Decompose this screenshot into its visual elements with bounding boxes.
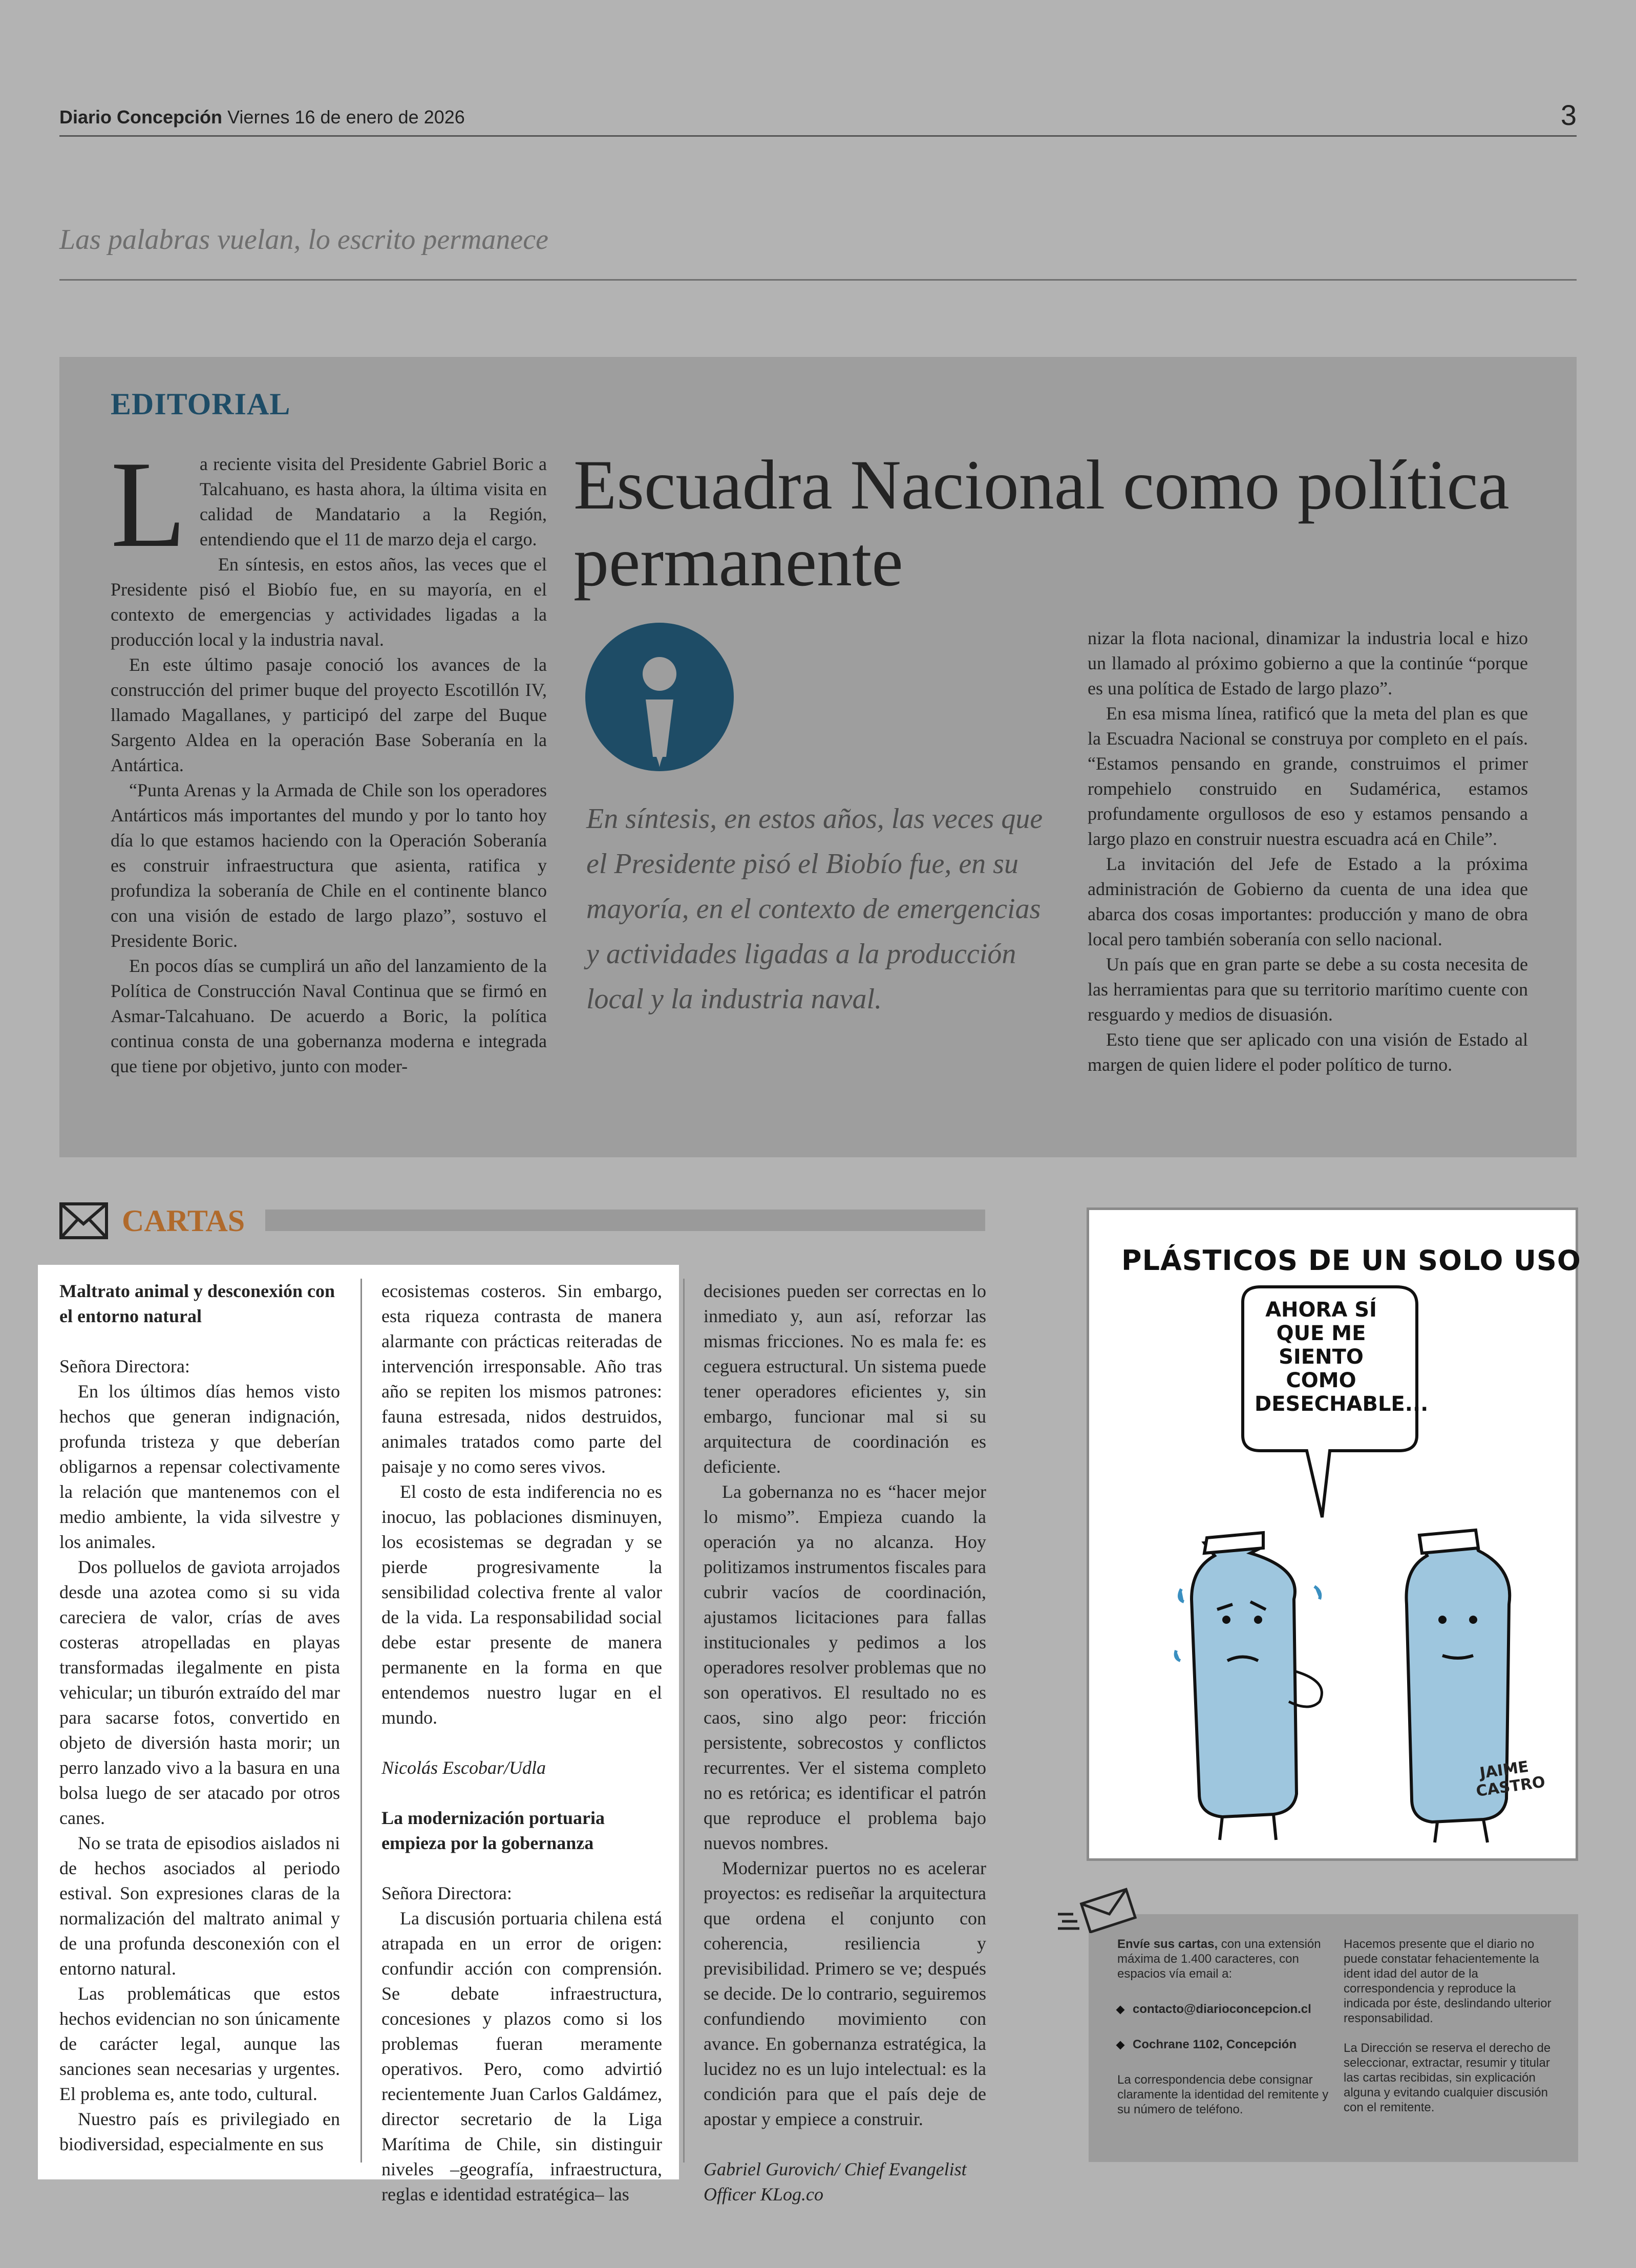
page-number: 3: [1560, 99, 1577, 131]
issue-date: Viernes 16 de enero de 2026: [227, 107, 465, 128]
correspondence-note: La correspondencia debe consignar claramente la identidad del remitente y su número de teléfono.: [1117, 2073, 1329, 2116]
editorial-paragraph: En síntesis, en estos años, las veces que el Presidente pisó el Biobío fue, en su mayoría, en el contexto de emergencias y actividades ligadas a la producción local y la industria naval.: [111, 554, 547, 650]
editorial-paragraph: En pocos días se cumplirá un año del lanzamiento de la Política de Construcción Naval Continua que se firmó en Asmar-Talcahuano. De acuerdo a Boric, la política continua consta de una gobernanza moderna e integrada que tiene por objetivo, junto con moder-: [111, 956, 547, 1076]
letter-paragraph: ecosistemas costeros. Sin embargo, esta riqueza contrasta de manera alarmante con prácticas reiteradas de intervención irresponsable. Año tras año se repiten los mismos patrones: fauna estresada, nidos destruidos, animales tratados como parte del paisaje y no como seres vivos.: [381, 1281, 662, 1477]
postal-address: Cochrane 1102, Concepción: [1133, 2038, 1297, 2051]
editorial-headline: Escuadra Nacional como política permanente: [573, 446, 1510, 601]
cartoon-signature: JAIME CASTRO: [1475, 1757, 1546, 1801]
letter-paragraph: La discusión portuaria chilena está atrapada en un error de origen: confundir acción con comprensión. Se debate infraestructura, concesiones y plazos como si los problemas fueran meramente operativos. Pero, como advirtió recientemente Juan Carlos Galdámez, director secretario de la Liga Marítima de Chile, sin distinguir niveles –geografía, infraestructura, reglas e identidad estratégica– las: [381, 1908, 662, 2205]
editorial-paragraph: nizar la flota nacional, dinamizar la industria local e hizo un llamado al próximo gobierno a que la continúe “porque es una política de Estado de largo plazo”.: [1088, 628, 1528, 698]
send-text: con una extensión máxima de 1.400 caracteres, con espacios vía email a:: [1117, 1937, 1321, 1981]
letters-column-2: [381, 1279, 662, 2207]
info-left-column: [1117, 1937, 1332, 2117]
letter-paragraph: Dos polluelos de gaviota arrojados desde una azotea como si su vida careciera de valor, crías de aves costeras atropelladas en playas transformadas ilegalmente en pista vehicular; un tiburón extraído del mar para sacarse fotos, convertido en objeto de diversión hasta morir; un perro lanzado vivo a la basura en una bolsa luego de ser atacado por otros canes.: [59, 1557, 340, 1828]
diamond-bullet-icon: [1116, 2041, 1125, 2049]
column-divider: [683, 1279, 685, 2163]
editorial-column-1: [111, 436, 547, 1079]
editorial-paragraph: Un país que en gran parte se debe a su costa necesita de las herramientas para que su territorio marítimo cuente con resguardo y medios de disuasión.: [1088, 954, 1528, 1025]
editorial-paragraph: En este último pasaje conoció los avances de la construcción del primer buque del proyecto Escotillón IV, llamado Magallanes, y participó del zarpe del Buque Sargento Aldea en la operación Base Soberanía en la Antártica.: [111, 654, 547, 775]
publication-name: Diario Concepción: [59, 107, 223, 128]
masthead: [59, 107, 465, 128]
pull-quote: En síntesis, en estos años, las veces que el Presidente pisó el Biobío fue, en su mayoría, en el contexto de emergencias y actividades ligadas a la producción local y la industria naval.: [586, 803, 1043, 1015]
letters-column-3: [704, 1279, 986, 2207]
letters-column-1: [59, 1279, 340, 2157]
editorial-paragraph: La invitación del Jefe de Estado a la próxima administración de Gobierno da cuenta de una idea que abarca dos cosas importantes: producción y mano de obra local pero también soberanía con sello nacional.: [1088, 854, 1528, 949]
letter-paragraph: No se trata de episodios aislados ni de hechos asociados al periodo estival. Son expresiones claras de la normalización del maltrato animal y de una profunda desconexión con el entorno natural.: [59, 1833, 340, 1979]
notice-authorship: Hacemos presente que el diario no puede constatar fehacientemente la ident idad del autor de la correspondencia y reproduce la indicada por éste, deslindando ulterior responsabilidad.: [1344, 1937, 1552, 2025]
cartoon-title: PLÁSTICOS DE UN SOLO USO: [1121, 1244, 1581, 1277]
letter-salutation: Señora Directora:: [59, 1356, 190, 1376]
editorial-paragraph: “Punta Arenas y la Armada de Chile son los operadores Antárticos más importantes del mundo y por lo tanto hoy día lo que estamos haciendo con la Operación Soberanía es construir infraestructura que asienta, ratifica y profundiza la soberanía de Chile en el continente blanco con una visión de estado de largo plazo”, sostuvo el Presidente Boric.: [111, 780, 547, 951]
notice-editorial-rights: La Dirección se reserva el derecho de seleccionar, extractar, resumir y titular las cartas recibidas, sin explicación alguna y evitando cualquier discusión con el remitente.: [1344, 2041, 1551, 2114]
cartoon-speech-text: AHORA SÍ QUE ME SIENTO COMO DESECHABLE...: [1255, 1298, 1429, 1416]
info-right-column: [1344, 1937, 1559, 2115]
cartas-label: CARTAS: [122, 1204, 245, 1238]
column-divider: [360, 1279, 362, 2163]
letter-signature: Nicolás Escobar/Udla: [381, 1757, 546, 1778]
letter-paragraph: En los últimos días hemos visto hechos que generan indignación, profunda tristeza y que deberían obligarnos a repensar colectivamente la relación que mantenemos con el medio ambiente, la vida silvestre y los animales.: [59, 1381, 340, 1552]
diamond-bullet-icon: [1116, 2005, 1125, 2014]
letter-signature: Gabriel Gurovich/ Chief Evangelist Officer KLog.co: [704, 2159, 967, 2205]
contact-email[interactable]: contacto@diarioconcepcion.cl: [1133, 2002, 1311, 2016]
header-rule: [59, 135, 1577, 137]
editorial-paragraph: Esto tiene que ser aplicado con una visión de Estado al margen de quien lidere el poder político de turno.: [1088, 1029, 1528, 1075]
editorial-column-3: [1088, 626, 1528, 1077]
editorial-paragraph: En esa misma línea, ratificó que la meta del plan es que la Escuadra Nacional se construya por completo en el país. “Estamos pensando en grande, construimos el primer rompehielo construido en Sudamérica, estamos profundamente orgullosos de eso y estamos pensando a largo plazo en construir nuestra escuadra acá en Chile”.: [1088, 703, 1528, 849]
drop-cap: L: [111, 436, 186, 573]
envelope-icon: [59, 1202, 108, 1239]
letter-paragraph: Las problemáticas que estos hechos evidencian no son únicamente de carácter legal, aunque las sanciones sean necesarias y urgentes. El problema es, ante todo, cultural.: [59, 1983, 340, 2104]
tagline-rule: [59, 279, 1577, 281]
letter-title: La modernización portuaria empieza por la gobernanza: [381, 1808, 605, 1853]
info-icon: [585, 623, 734, 771]
letter-paragraph: Modernizar puertos no es acelerar proyectos: es rediseñar la arquitectura que ordena el conjunto con coherencia, resiliencia y previsibilidad. Primero se ve; después se decide. De lo contrario, seguiremos confundiendo movimiento con avance. En gobernanza estratégica, la lucidez no es un lujo intelectual: es la condición para que el país deje de apostar y empiece a construir.: [704, 1858, 986, 2129]
letter-paragraph: decisiones pueden ser correctas en lo inmediato y, aun así, reforzar las mismas fricciones. No es mala fe: es ceguera estructural. Un sistema puede tener operadores eficientes y, sin embargo, funcionar mal si su arquitectura de coordinación es deficiente.: [704, 1281, 986, 1477]
letter-paragraph: El costo de esta indiferencia no es inocuo, las poblaciones disminuyen, los ecosistemas se degradan y se pierde progresivamente la sensibilidad colectiva frente al valor de la vida. La responsabilidad social debe estar presente de manera permanente en la forma en que entendemos nuestro lugar en el mundo.: [381, 1481, 662, 1728]
letter-paragraph: Nuestro país es privilegiado en biodiversidad, especialmente en sus: [59, 2109, 340, 2154]
send-lead: Envíe sus cartas,: [1117, 1937, 1218, 1951]
letter-salutation: Señora Directora:: [381, 1883, 512, 1903]
editorial-kicker: EDITORIAL: [111, 387, 291, 421]
letter-title: Maltrato animal y desconexión con el entorno natural: [59, 1281, 335, 1326]
section-tagline: Las palabras vuelan, lo escrito permanece: [59, 224, 548, 256]
cartas-bar: [265, 1210, 985, 1231]
letter-paragraph: La gobernanza no es “hacer mejor lo mismo”. Empieza cuando la operación ya no alcanza. Hoy politizamos instrumentos fiscales para cubrir vacíos de coordinación, ajustamos licitaciones para fallas institucionales y pedimos a los operadores resolver problemas que no son operativos. El resultado no es caos, sino algo peor: fricción persistente, sobrecostos y conflictos recurrentes. Ver el sistema completo no es retórica; es identificar el patrón que reproduce el problema bajo nuevos nombres.: [704, 1481, 986, 1853]
editorial-paragraph: a reciente visita del Presidente Gabriel Boric a Talcahuano, es hasta ahora, la última visita en calidad de Mandatario a la Región, entendiendo que el 11 de marzo deja el cargo.: [199, 454, 547, 549]
flying-envelope-icon: [1055, 1884, 1137, 1933]
